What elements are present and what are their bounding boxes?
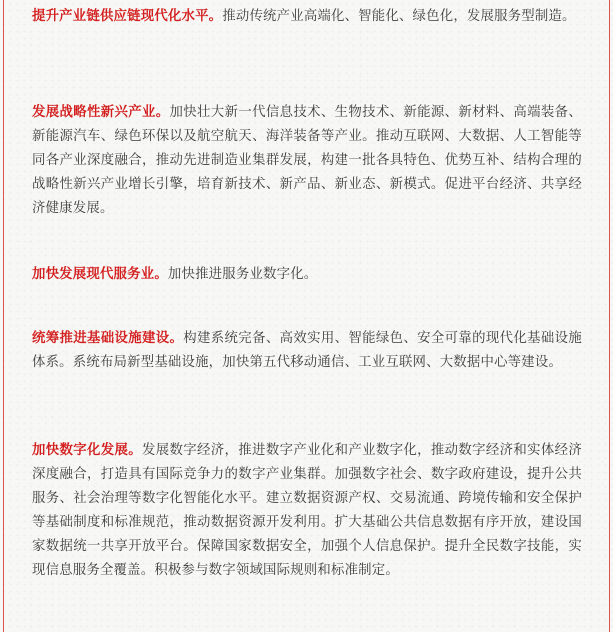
- paragraph-heading: 统筹推进基础设施建设。: [32, 331, 184, 346]
- paragraph-emerging-industries: [32, 101, 582, 221]
- paragraph-modern-services: [32, 263, 317, 287]
- paragraph-text: 加快壮大新一代信息技术、生物技术、新能源、新材料、高端装备、新能源汽车、绿色环保以及航空航天、海洋装备等产业。推动互联网、大数据、人工智能等同各产业深度融合，推动先进制造业集群发展，构建一批各具特色、优势互补、结构合理的战略性新兴产业增长引擎，培育新技术、新产品、新业态、新模式。促进平台经济、共享经济健康发展。: [32, 105, 583, 216]
- paragraph-heading: 提升产业链供应链现代化水平。: [32, 9, 223, 24]
- paragraph-industrial-chain: [32, 5, 576, 29]
- paragraph-heading: 加快发展现代服务业。: [32, 267, 168, 282]
- paragraph-heading: 加快数字化发展。: [32, 443, 143, 458]
- paragraph-text: 推动传统产业高端化、智能化、绿色化，发展服务型制造。: [222, 9, 576, 24]
- paragraph-digital-development: [32, 439, 582, 583]
- paragraph-heading: 发展战略性新兴产业。: [32, 105, 170, 120]
- left-border-line: [3, 0, 4, 632]
- paragraph-text: 构建系统完备、高效实用、智能绿色、安全可靠的现代化基础设施体系。系统布局新型基础设施，加快第五代移动通信、工业互联网、大数据中心等建设。: [32, 331, 582, 370]
- paragraph-text: 加快推进服务业数字化。: [167, 267, 318, 282]
- paragraph-text: 发展数字经济，推进数字产业化和产业数字化，推动数字经济和实体经济深度融合，打造具有国际竞争力的数字产业集群。加强数字社会、数字政府建设，提升公共服务、社会治理等数字化智能化水平。建立数据资源产权、交易流通、跨境传输和安全保护等基础制度和标准规范，推动数据资源开发利用。扩大基础公共信息数据有序开放，建设国家数据统一共享开放平台。保障国家数据安全，加强个人信息保护。提升全民数字技能，实现信息服务全覆盖。积极参与数字领域国际规则和标准制定。: [32, 443, 582, 578]
- paragraph-infrastructure: [32, 327, 582, 375]
- right-border-line: [609, 0, 610, 632]
